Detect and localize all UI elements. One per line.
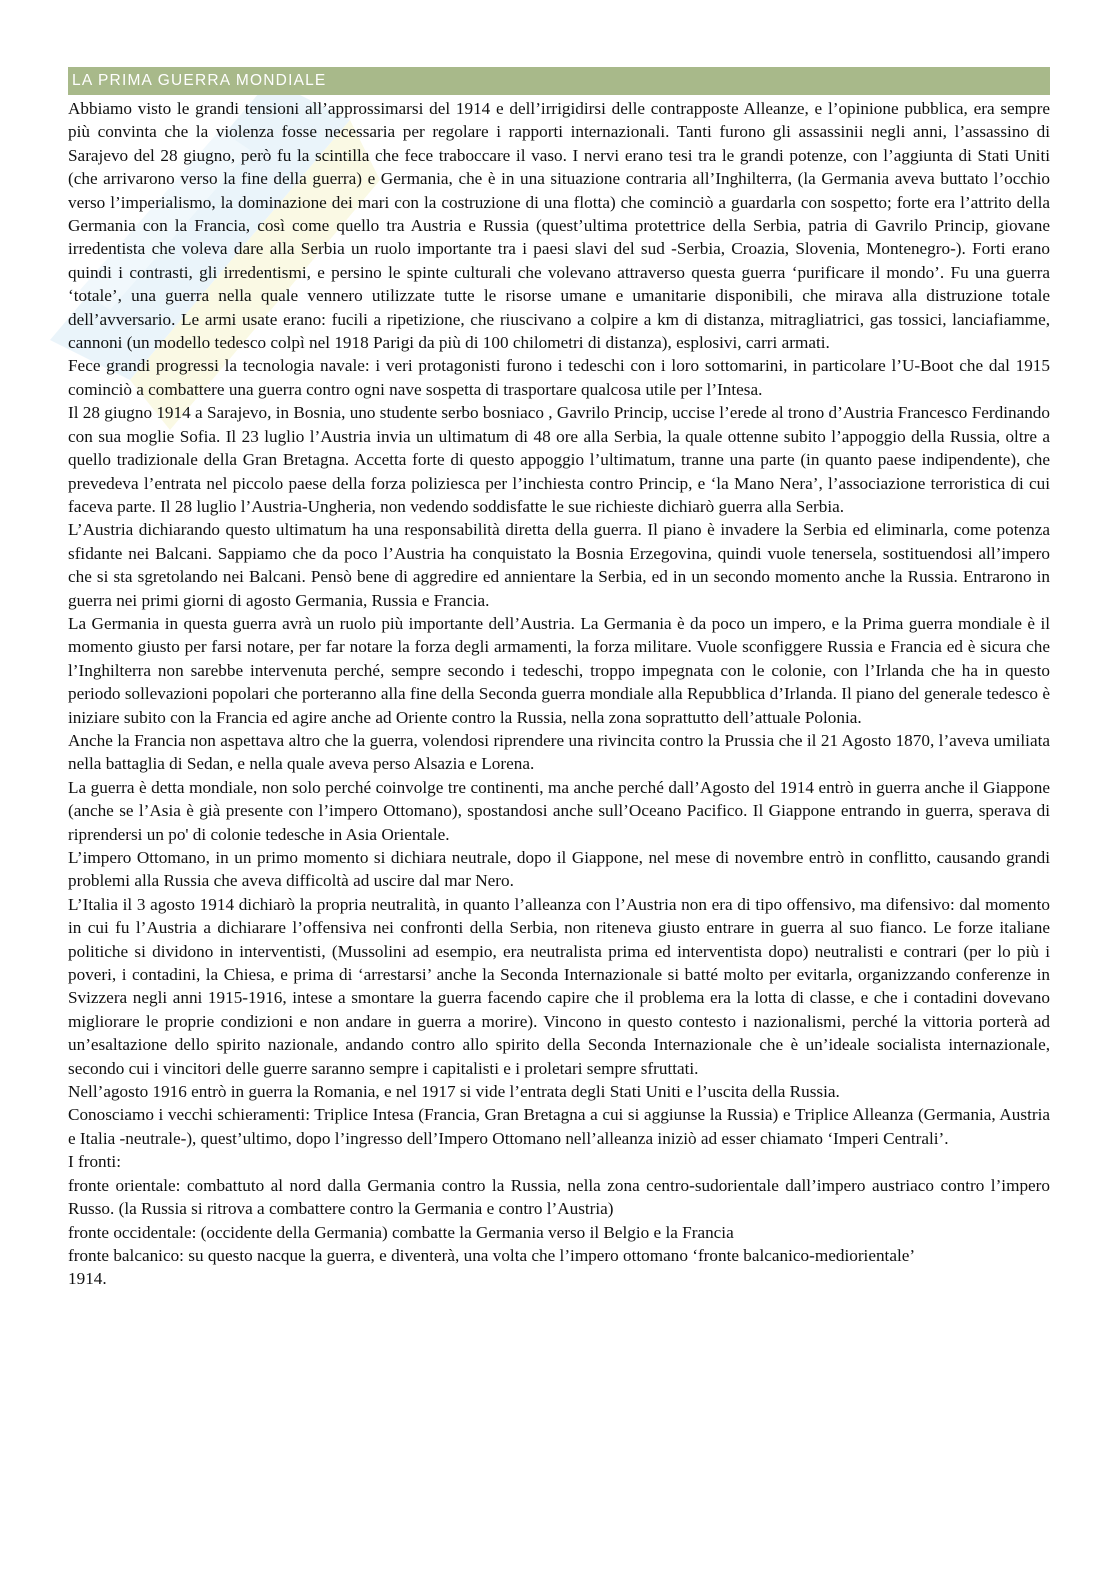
- document-body: [68, 97, 1050, 1291]
- paragraph: L’impero Ottomano, in un primo momento si dichiara neutrale, dopo il Giappone, nel mese di novembre entrò in conflitto, causando grandi problemi alla Russia che aveva difficoltà ad uscire dal mar Nero.: [68, 848, 1050, 891]
- paragraph: L’Italia il 3 agosto 1914 dichiarò la propria neutralità, in quanto l’alleanza con l’Austria non era di tipo offensivo, ma difensivo: dal momento in cui fu l’Austria a dichiarare l’offensiva nei confronti della Serbia, non riteneva giusto entrare in guerra al suo fianco. Le forze italiane politiche si dividono in interventisti, (Mussolini ad esempio, era neutralista prima ed interventista dopo) neutralisti e contrari (per lo più i poveri, i contadini, la Chiesa, e prima di ‘arrestarsi’ anche la Seconda Internazionale si batté molto per evitarla, organizzando conferenze in Svizzera negli anni 1915-1916, intese a smontare la guerra facendo capire che il problema era la lotta di classe, e che i contadini dovevano migliorare le proprie condizioni e non andare in guerra a morire). Vincono in questo contesto i nazionalismi, perché la vittoria porterà ad un’esaltazione dello spirito nazionale, andando contro allo spirito della Seconda Internazionale che è un’ideale socialista internazionale, secondo cui i vincitori delle guerre saranno sempre i capitalisti e i proletari sempre sfruttati.: [68, 894, 1050, 1078]
- paragraph: 1914.: [68, 1269, 107, 1289]
- document-page: [68, 67, 1050, 1291]
- paragraph: fronte orientale: combattuto al nord dalla Germania contro la Russia, nella zona centro-sudorientale dall’impero austriaco contro l’impero Russo. (la Russia si ritrova a combattere contro la Germania e contro l’Austria): [68, 1175, 1050, 1219]
- paragraph: Conosciamo i vecchi schieramenti: Triplice Intesa (Francia, Gran Bretagna a cui si aggiunse la Russia) e Triplice Alleanza (Germania, Austria e Italia -neutrale-), quest’ultimo, dopo l’ingresso dell’Impero Ottomano nell’alleanza iniziò ad esser chiamato ‘Imperi Centrali’.: [68, 1105, 1050, 1148]
- paragraph: Il 28 giugno 1914 a Sarajevo, in Bosnia, uno studente serbo bosniaco , Gavrilo Princip, uccise l’erede al trono d’Austria Francesco Ferdinando con sua moglie Sofia. Il 23 luglio l’Austria invia un ultimatum di 48 ore alla Serbia, la quale ottenne subito l’appoggio della Russia, oltre a quello tradizionale della Gran Bretagna. Accetta forte di questo appoggio l’ultimatum, tranne una parte (in quanto paese indipendente), che prevedeva l’entrata nel piccolo paese della forza poliziesca per l’inchiesta contro Princip, e ‘la Mano Nera’, l’associazione terroristica di cui faceva parte. Il 28 luglio l’Austria-Ungheria, non vedendo soddisfatte le sue richieste dichiarò guerra alla Serbia.: [68, 403, 1050, 516]
- section-title: LA PRIMA GUERRA MONDIALE: [72, 72, 327, 89]
- paragraph: fronte occidentale: (occidente della Germania) combatte la Germania verso il Belgio e la Francia: [68, 1222, 734, 1242]
- section-header-bar: [68, 67, 1050, 95]
- paragraph: L’Austria dichiarando questo ultimatum ha una responsabilità diretta della guerra. Il piano è invadere la Serbia ed eliminarla, come potenza sfidante nei Balcani. Sappiamo che da poco l’Austria ha conquistato la Bosnia Erzegovina, quindi vuole tenersela, sostituendosi all’impero che si sta sgretolando nei Balcani. Pensò bene di aggredire ed annientare la Serbia, ed in un secondo momento anche la Russia. Entrarono in guerra nei primi giorni di agosto Germania, Russia e Francia.: [68, 520, 1050, 610]
- paragraph: Abbiamo visto le grandi tensioni all’approssimarsi del 1914 e dell’irrigidirsi delle contrapposte Alleanze, e l’opinione pubblica, era sempre più convinta che la violenza fosse necessaria per regolare i rapporti internazionali. Tanti furono gli assassinii negli anni, l’assassino di Sarajevo del 28 giugno, però fu la scintilla che fece traboccare il vaso. I nervi erano tesi tra le grandi potenze, con l’aggiunta di Stati Uniti (che arrivarono verso la fine della guerra) e Germania, che è in una situazione contraria all’Inghilterra, (la Germania aveva buttato l’occhio verso l’imperialismo, la dominazione dei mari con la costruzione di una flotta) che cominciò a guardarla con sospetto; forte era l’attrito della Germania con la Francia, così come quello tra Austria e Russia (quest’ultima protettrice della Serbia, patria di Gavrilo Princip, giovane irredentista che voleva dare alla Serbia un ruolo importante tra i paesi slavi del sud -Serbia, Croazia, Slovenia, Montenegro-). Forti erano quindi i contrasti, gli irredentismi, e persino le spinte culturali che volevano attraverso questa guerra ‘purificare il mondo’. Fu una guerra ‘totale’, una guerra nella quale vennero utilizzate tutte le risorse umane e umanitarie disponibili, che mirava alla distruzione totale dell’avversario. Le armi usate erano: fucili a ripetizione, che riuscivano a colpire a km di distanza, mitragliatrici, gas tossici, lanciafiamme, cannoni (un modello tedesco colpì nel 1918 Parigi da più di 100 chilometri di distanza), esplosivi, carri armati.: [68, 99, 1050, 353]
- paragraph: fronte balcanico: su questo nacque la guerra, e diventerà, una volta che l’impero ottomano ‘fronte balcanico-mediorientale’: [68, 1245, 916, 1265]
- paragraph: La Germania in questa guerra avrà un ruolo più importante dell’Austria. La Germania è da poco un impero, e la Prima guerra mondiale è il momento giusto per farsi notare, per far notare la forza degli armamenti, la forza militare. Vuole sconfiggere Russia e Francia ed è sicura che l’Inghilterra non sarebbe intervenuta perché, sempre secondo i tedeschi, troppo impegnata con le colonie, con l’Irlanda che ha in questo periodo sollevazioni popolari che porteranno alla fine della Seconda guerra mondiale alla Repubblica d’Irlanda. Il piano del generale tedesco è iniziare subito con la Francia ed agire anche ad Oriente contro la Russia, nella zona soprattutto dell’attuale Polonia.: [68, 613, 1050, 727]
- paragraph: Anche la Francia non aspettava altro che la guerra, volendosi riprendere una rivincita contro la Prussia che il 21 Agosto 1870, l’aveva umiliata nella battaglia di Sedan, e nella quale aveva perso Alsazia e Lorena.: [68, 730, 1050, 774]
- paragraph: I fronti:: [68, 1152, 121, 1172]
- paragraph: Fece grandi progressi la tecnologia navale: i veri protagonisti furono i tedeschi con i loro sottomarini, in particolare l’U-Boot che dal 1915 cominciò a combattere una guerra contro ogni nave sospetta di trasportare qualcosa utile per l’Intesa.: [68, 356, 1050, 399]
- paragraph: La guerra è detta mondiale, non solo perché coinvolge tre continenti, ma anche perché dall’Agosto del 1914 entrò in guerra anche il Giappone (anche se l’Asia è già presente con l’impero Ottomano), spostandosi anche sull’Oceano Pacifico. Il Giappone entrando in guerra, sperava di riprendersi un po' di colonie tedesche in Asia Orientale.: [68, 777, 1050, 844]
- paragraph: Nell’agosto 1916 entrò in guerra la Romania, e nel 1917 si vide l’entrata degli Stati Uniti e l’uscita della Russia.: [68, 1082, 840, 1102]
